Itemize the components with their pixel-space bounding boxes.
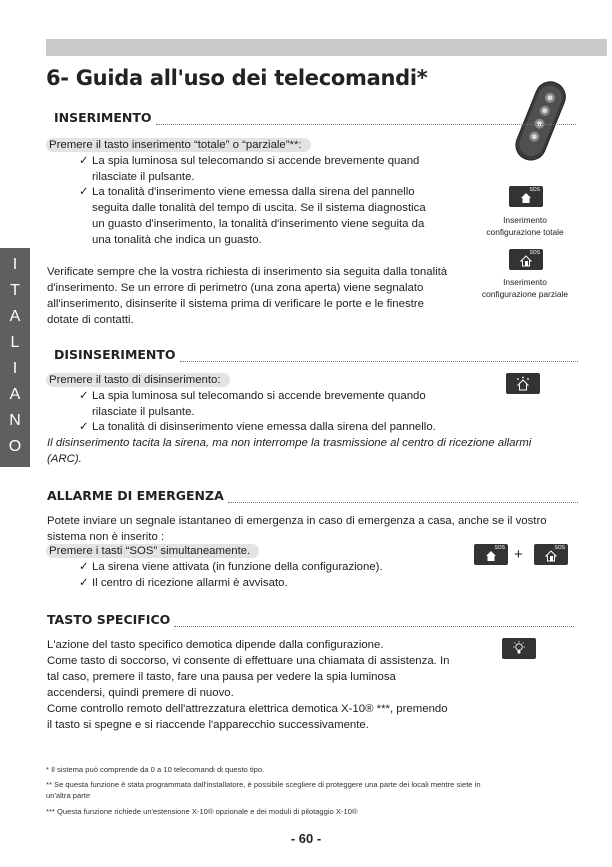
light-bulb-icon	[502, 638, 536, 659]
check-icon: ✓	[79, 577, 89, 589]
section-heading-tasto: TASTO SPECIFICO	[47, 612, 574, 627]
sidebar-letter: O	[8, 438, 22, 455]
page-number: - 60 -	[290, 831, 322, 846]
plus-sign: +	[514, 546, 523, 563]
sidebar-letter: I	[12, 360, 18, 377]
instruction-highlight: Premere i tasti “SOS” simultaneamente.	[46, 544, 259, 558]
header-bar	[46, 39, 607, 56]
sidebar-letter: N	[9, 412, 21, 429]
caption-partial: Inserimento configurazione parziale	[481, 277, 569, 299]
section-heading-disinserimento: DISINSERIMENTO	[54, 347, 578, 362]
sidebar-letter: A	[9, 308, 21, 325]
section-heading-inserimento: INSERIMENTO	[54, 110, 576, 125]
check-icon: ✓	[79, 186, 89, 198]
check-icon: ✓	[79, 155, 89, 167]
page-title: 6- Guida all'uso dei telecomandi*	[46, 66, 428, 90]
italic-note: Il disinserimento tacita la sirena, ma non interrompe la trasmissione al centro di ricezione allarmi (ARC).	[47, 437, 532, 465]
list-item: ✓ Il centro di ricezione allarmi è avvisato.	[79, 577, 288, 589]
instruction-highlight: Premere il tasto di disinserimento:	[46, 373, 230, 387]
caption-total: Inserimento configurazione totale	[486, 215, 564, 237]
list-item: ✓ La tonalità d'inserimento viene emessa dalla sirena del pannello seguita dalle tonalità del tempo di uscita. Se il sistema diagnostica un guasto d'inserimento, la tonalità d'inserimento viene seguita da una tonalità che indica un guasto.	[79, 186, 426, 246]
footnote: *** Questa funzione richiede un'estensione X-10® opzionale e dei moduli di pilotaggio X-10®	[46, 807, 358, 816]
sos-home-icon: SOS	[474, 544, 508, 565]
sidebar-letter: A	[9, 386, 21, 403]
instruction-highlight: Premere il tasto inserimento “totale” o “parziale”**:	[46, 138, 311, 152]
list-item: ✓ La spia luminosa sul telecomando si accende brevemente quando rilasciate il pulsante.	[79, 390, 426, 418]
paragraph: L'azione del tasto specifico demotica dipende dalla configurazione. Come tasto di soccorso, vi consente di effettuare una chiamata di assistenza. In tal caso, premere il tasto, fare una pausa per vedere la spia luminosa accendersi, quindi premere di nuovo. Come controllo remoto dell'attrezzatura elettrica demotica X-10® ***, premendo il tasto si spegne e si riaccende l'apparecchio successivamente.	[47, 639, 450, 731]
section-heading-allarme: ALLARME DI EMERGENZA	[47, 488, 578, 503]
paragraph: Potete inviare un segnale istantaneo di emergenza in caso di emergenza a casa, anche se il vostro sistema non è inserito :	[47, 515, 547, 543]
home-partial-icon: SOS	[509, 249, 543, 270]
disarm-icon	[506, 373, 540, 394]
sidebar-letter: T	[10, 282, 20, 299]
sidebar-letter: L	[10, 334, 20, 351]
check-icon: ✓	[79, 561, 89, 573]
check-icon: ✓	[79, 421, 89, 433]
footnote: ** Se questa funzione è stata programmata dall'installatore, è possibile scegliere di proteggere una parte dei locali mentre siete in un'altra parte	[46, 780, 481, 800]
list-item: ✓ La spia luminosa sul telecomando si accende brevemente quand rilasciate il pulsante.	[79, 155, 420, 183]
sidebar-letter: I	[12, 256, 18, 273]
check-icon: ✓	[79, 390, 89, 402]
list-item: ✓ La tonalità di disinserimento viene emessa dalla sirena del pannello.	[79, 421, 436, 433]
footnote: * Il sistema può comprende da 0 a 10 telecomandi di questo tipo.	[46, 765, 265, 774]
sos-home-partial-icon: SOS	[534, 544, 568, 565]
language-sidebar	[0, 248, 30, 467]
list-item: ✓ La sirena viene attivata (in funzione della configurazione).	[79, 561, 383, 573]
home-icon: SOS	[509, 186, 543, 207]
paragraph: Verificate sempre che la vostra richiesta di inserimento sia seguita dalla tonalità d'inserimento. Se un errore di perimetro (una zona aperta) viene segnalato all'inserimento, disinserite il sistema prima di verificare le porte e le finestre dotate di contatti.	[47, 266, 448, 326]
